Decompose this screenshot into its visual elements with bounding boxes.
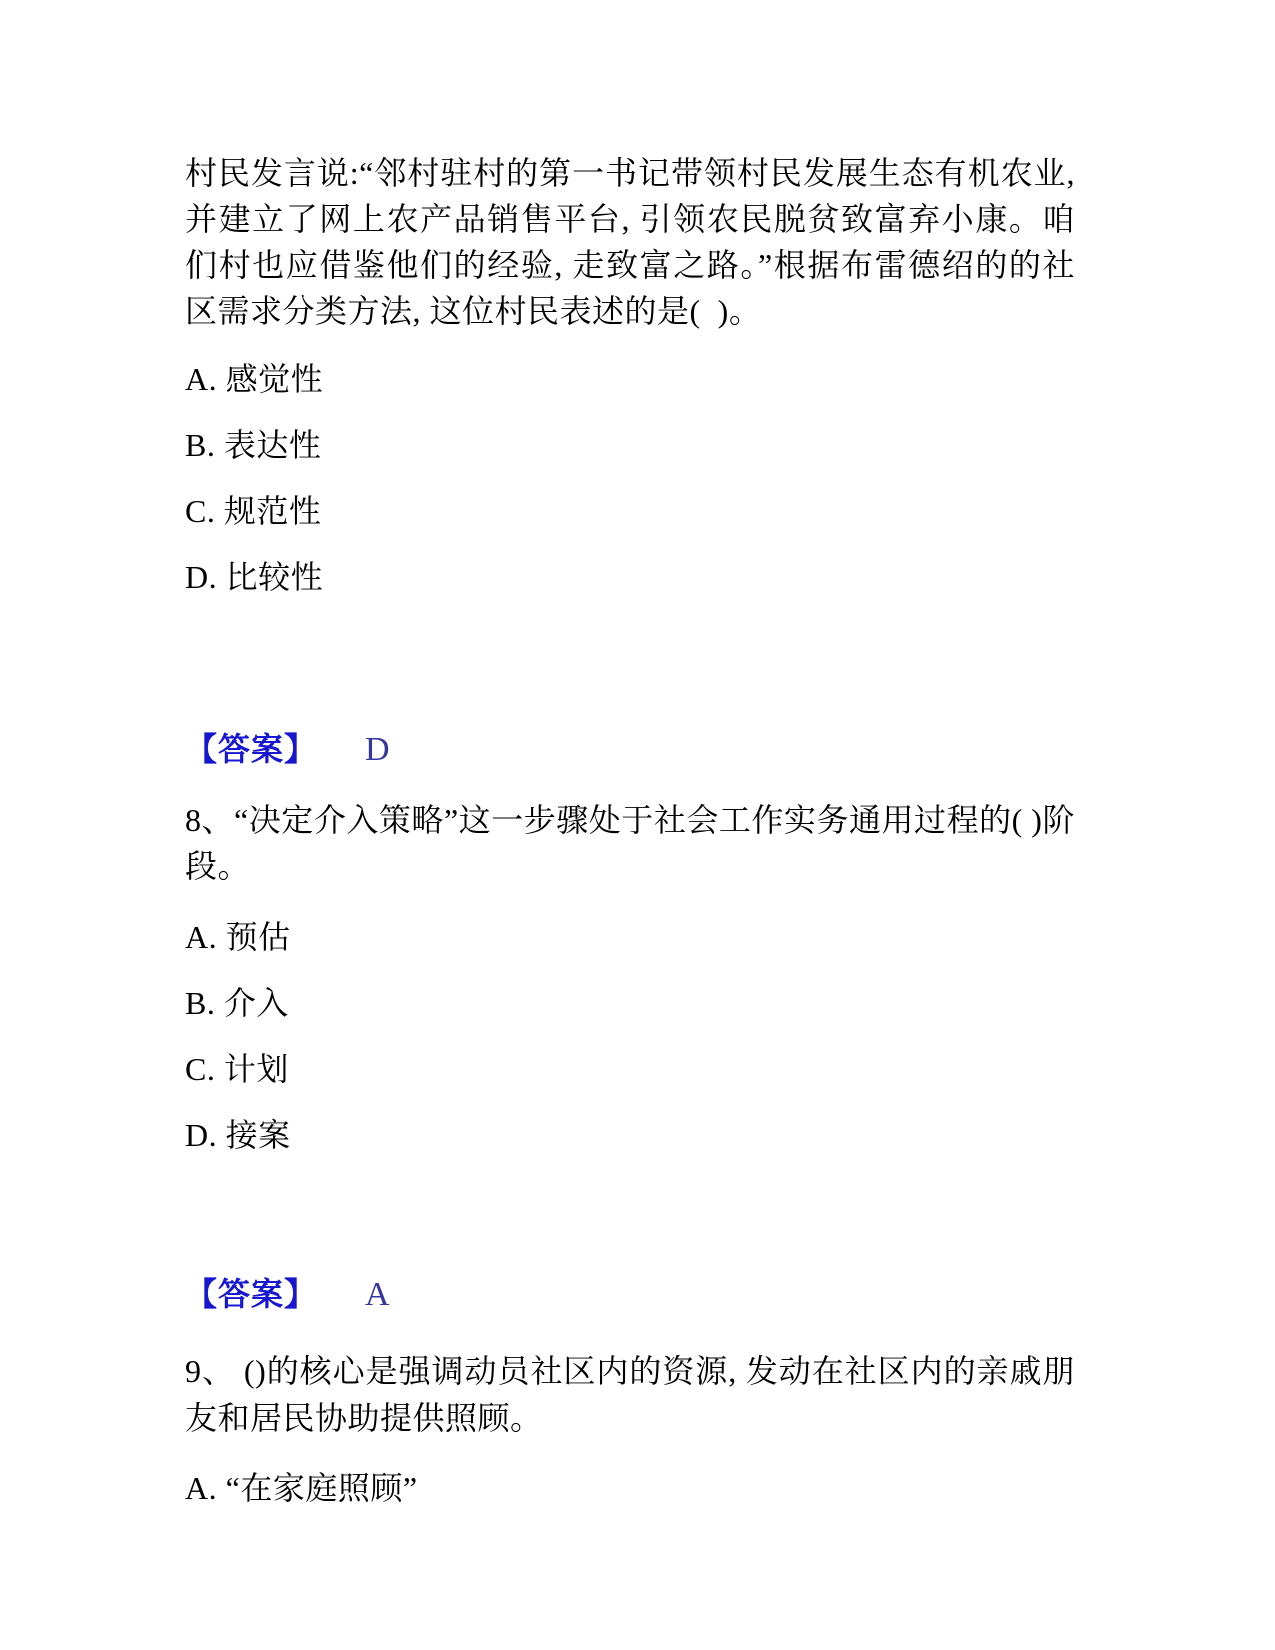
question7-answer-row — [185, 726, 1075, 779]
question8-body: 8、“决定介入策略”这一步骤处于社会工作实务通用过程的( )阶段。 — [185, 802, 1075, 884]
question7-option-d: D. 比较性 — [185, 559, 324, 595]
question8-answer-value: A — [365, 1276, 390, 1313]
question7-body: 村民发言说:“邻村驻村的第一书记带领村民发展生态有机农业, 并建立了网上农产品销售平台, 引领农民脱贫致富弃小康。咱们村也应借鉴他们的经验, 走致富之路。”根据布雷德绍的的社区需求分类方法, 这位村民表述的是( )。 — [185, 155, 1075, 329]
question8-option-d: D. 接案 — [185, 1117, 291, 1153]
question7-answer-value: D — [365, 731, 390, 768]
question7-option-a: A. 感觉性 — [185, 361, 324, 397]
question8-option-c: C. 计划 — [185, 1051, 289, 1087]
question9-body: 9、 ()的核心是强调动员社区内的资源, 发动在社区内的亲戚朋友和居民协助提供照顾。 — [185, 1353, 1075, 1436]
question7-option-b: B. 表达性 — [185, 427, 322, 463]
question8-option-b: B. 介入 — [185, 985, 289, 1021]
question8-answer-label: 【答案】 — [185, 1276, 318, 1312]
question8-answer-row — [185, 1271, 1075, 1324]
page-content — [185, 150, 1075, 1511]
question9-option-a: A. “在家庭照顾” — [185, 1470, 418, 1506]
question7-answer-label: 【答案】 — [185, 731, 318, 767]
question8-option-a: A. 预估 — [185, 919, 291, 955]
question7-option-c: C. 规范性 — [185, 493, 322, 529]
